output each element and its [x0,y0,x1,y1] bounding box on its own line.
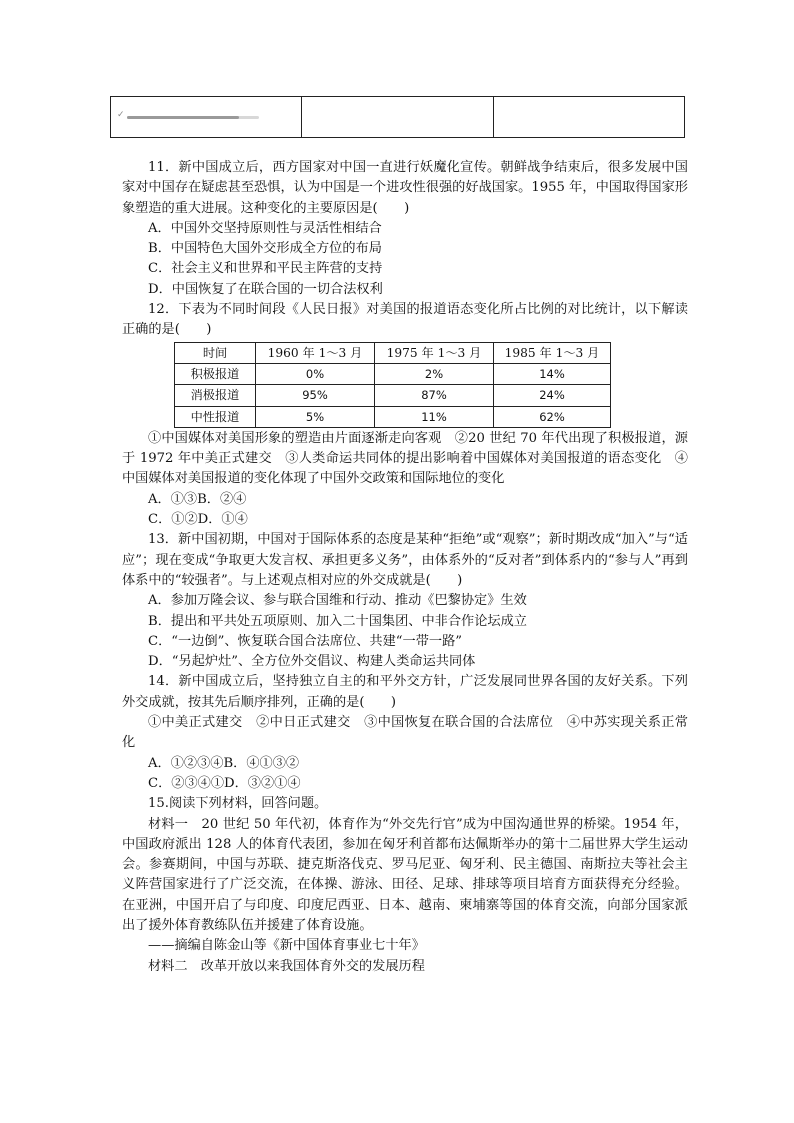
table-cell: 87% [375,385,494,406]
scan-progress [117,112,257,122]
q15-stem: 15.阅读下列材料，回答问题。 [148,796,328,812]
q11-option-c: C．社会主义和世界和平民主阵营的支持 [148,261,383,277]
table-header-row [175,342,611,363]
q14-stem: 14．新中国成立后，坚持独立自主的和平外交方针，广泛发展同世界各国的友好关系。下列外交成就，按其先后顺序排列，正确的是( ) [122,674,688,710]
header-table [110,96,685,138]
q14-options-cd: C．②③④①D．③②①④ [148,775,301,791]
table-row [175,406,611,427]
report-table [174,342,611,428]
table-row [175,385,611,406]
table-cell: 14% [494,363,611,384]
table-cell: 11% [375,406,494,427]
q15-material-2: 材料二 改革开放以来我国体育外交的发展历程 [148,958,425,974]
q12-stem: 12．下表为不同时间段《人民日报》对美国的报道语态变化所占比例的对比统计，以下解读正确的是( ) [122,302,688,338]
table-cell: 0% [256,363,375,384]
table-cell: 24% [494,385,611,406]
q13-stem: 13．新中国初期，中国对于国际体系的态度是某种“拒绝”或“观察”；新时期改成“加入”与“适应”；现在变成“争取更大发言权、承担更多义务”，由体系外的“反对者”到体系内的“参与人”再到体系中的“较强者”。与上述观点相对应的外交成就是( ) [122,532,688,588]
q13-option-b: B．提出和平共处五项原则、加入二十国集团、中非合作论坛成立 [148,613,527,629]
table-row [175,363,611,384]
table-cell: 中性报道 [175,406,256,427]
table-cell: 消极报道 [175,385,256,406]
q11-option-d: D．中国恢复了在联合国的一切合法权利 [148,281,383,297]
q11-stem: 11．新中国成立后，西方国家对中国一直进行妖魔化宣传。朝鲜战争结束后，很多发展中国家对中国存在疑虑甚至恐惧，认为中国是一个进攻性很强的好战国家。1955 年，中国取得国家形象塑造的重大进展。这种变化的主要原因是( ) [122,160,688,216]
table-cell: 62% [494,406,611,427]
q15-material-1: 材料一 20 世纪 50 年代初，体育作为“外交先行官”成为中国沟通世界的桥梁。1954 年，中国政府派出 128 人的体育代表团，参加在匈牙利首都布达佩斯举办的第十二届世界大学生运动会。参赛期间，中国与苏联、捷克斯洛伐克、罗马尼亚、匈牙利、民主德国、南斯拉夫等社会主义阵营国家进行了广泛交流，在体操、游泳、田径、足球、排球等项目培育方面获得充分经验。在亚洲，中国开启了与印度、印度尼西亚、日本、越南、柬埔寨等国的体育交流，向部分国家派出了援外体育教练队伍并援建了体育设施。 [122,816,688,933]
q12-statements: ①中国媒体对美国形象的塑造由片面逐渐走向客观 ②20 世纪 70 年代出现了积极报道，源于 1972 年中美正式建交 ③人类命运共同体的提出影响着中国媒体对美国报道的语态变化 ④中国媒体对美国报道的变化体现了中国外交政策和国际地位的变化 [122,430,688,487]
q11-option-b: B．中国特色大国外交形成全方位的布局 [148,241,382,257]
table-header: 1960 年 1～3 月 [256,342,375,363]
header-cell-2 [302,97,493,138]
progress-fill [127,116,239,119]
q12-options-ab: A．①③B．②④ [148,491,247,507]
table-header: 1985 年 1～3 月 [494,342,611,363]
q13-option-d: D．“另起炉灶”、全方位外交倡议、构建人类命运共同体 [148,654,476,670]
table-cell: 5% [256,406,375,427]
table-header: 时间 [175,342,256,363]
q11-option-a: A．中国外交坚持原则性与灵活性相结合 [148,220,382,236]
table-header: 1975 年 1～3 月 [375,342,494,363]
table-cell: 95% [256,385,375,406]
progress-track [127,116,259,119]
header-cell-3 [493,97,684,138]
header-cell-1 [111,97,302,138]
q15-source-1: ——摘编自陈金山等《新中国体育事业七十年》 [148,938,425,954]
q13-option-c: C．“一边倒”、恢复联合国合法席位、共建“一带一路” [148,633,462,649]
table-cell: 2% [375,363,494,384]
check-icon: ✓ [117,110,125,120]
table-cell: 积极报道 [175,363,256,384]
question-content [122,158,688,977]
q12-options-cd: C．①②D．①④ [148,512,248,528]
q13-option-a: A．参加万隆会议、参与联合国维和行动、推动《巴黎协定》生效 [148,593,527,609]
q14-statements: ①中美正式建交 ②中日正式建交 ③中国恢复在联合国的合法席位 ④中苏实现关系正常化 [122,715,688,751]
q14-options-ab: A．①②③④B．④①③② [148,755,300,771]
